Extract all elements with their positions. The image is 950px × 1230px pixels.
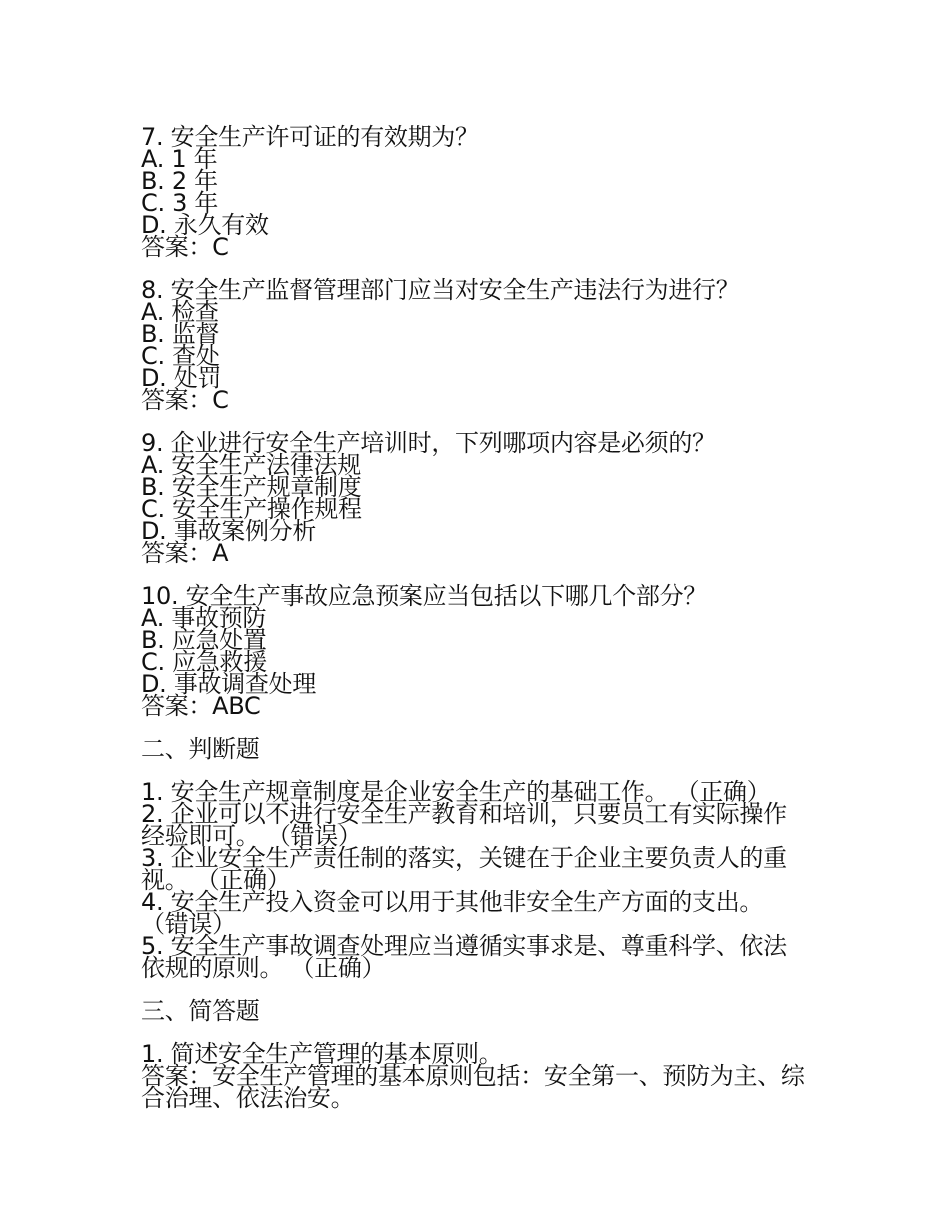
question-text: 10. 安全生产事故应急预案应当包括以下哪几个部分？ [141,582,707,610]
option-b: B. 监督 [141,320,220,348]
judgment-item: 1. 安全生产规章制度是企业安全生产的基础工作。 （正确） [141,778,771,806]
option-a: A. 安全生产法律法规 [141,451,361,479]
option-c: C. 3 年 [141,189,219,217]
answer: 答案：C [141,233,229,261]
judgment-item: 3. 企业安全生产责任制的落实，关键在于企业主要负责人的重视。 （正确） [141,844,787,894]
short-answer-question: 1. 简述安全生产管理的基本原则。 [141,1040,503,1068]
answer: 答案：A [141,539,229,567]
document-page [141,123,806,1130]
short-answer-block [141,1040,806,1112]
question-9 [141,429,806,567]
question-text: 8. 安全生产监督管理部门应当对安全生产违法行为进行？ [141,276,740,304]
question-text: 7. 安全生产许可证的有效期为？ [141,123,479,151]
option-c: C. 安全生产操作规程 [141,495,362,523]
option-a: A. 事故预防 [141,604,267,632]
option-b: B. 2 年 [141,167,218,195]
short-answer-section-title: 三、简答题 [141,997,260,1025]
question-10 [141,582,806,720]
option-d: D. 处罚 [141,364,222,392]
judgment-section-title: 二、判断题 [141,735,260,763]
judgment-item: 2. 企业可以不进行安全生产教育和培训，只要员工有实际操作经验即可。 （错误） [141,800,787,850]
question-7 [141,123,806,261]
option-d: D. 永久有效 [141,211,269,239]
question-text: 9. 企业进行安全生产培训时，下列哪项内容是必须的？ [141,429,716,457]
option-a: A. 1 年 [141,145,218,173]
judgment-item: 4. 安全生产投入资金可以用于其他非安全生产方面的支出。 （错误） [141,888,764,938]
option-d: D. 事故案例分析 [141,517,317,545]
short-answer-answer: 答案：安全生产管理的基本原则包括：安全第一、预防为主、综合治理、依法治安。 [141,1062,805,1112]
option-c: C. 查处 [141,342,220,370]
question-8 [141,276,806,414]
answer: 答案：C [141,386,229,414]
option-a: A. 检查 [141,298,219,326]
option-b: B. 应急处置 [141,626,267,654]
answer: 答案：ABC [141,692,261,720]
option-c: C. 应急救援 [141,648,267,676]
option-b: B. 安全生产规章制度 [141,473,362,501]
judgment-item: 5. 安全生产事故调查处理应当遵循实事求是、尊重科学、依法依规的原则。 （正确） [141,932,787,982]
judgment-items [141,778,806,982]
option-d: D. 事故调查处理 [141,670,317,698]
